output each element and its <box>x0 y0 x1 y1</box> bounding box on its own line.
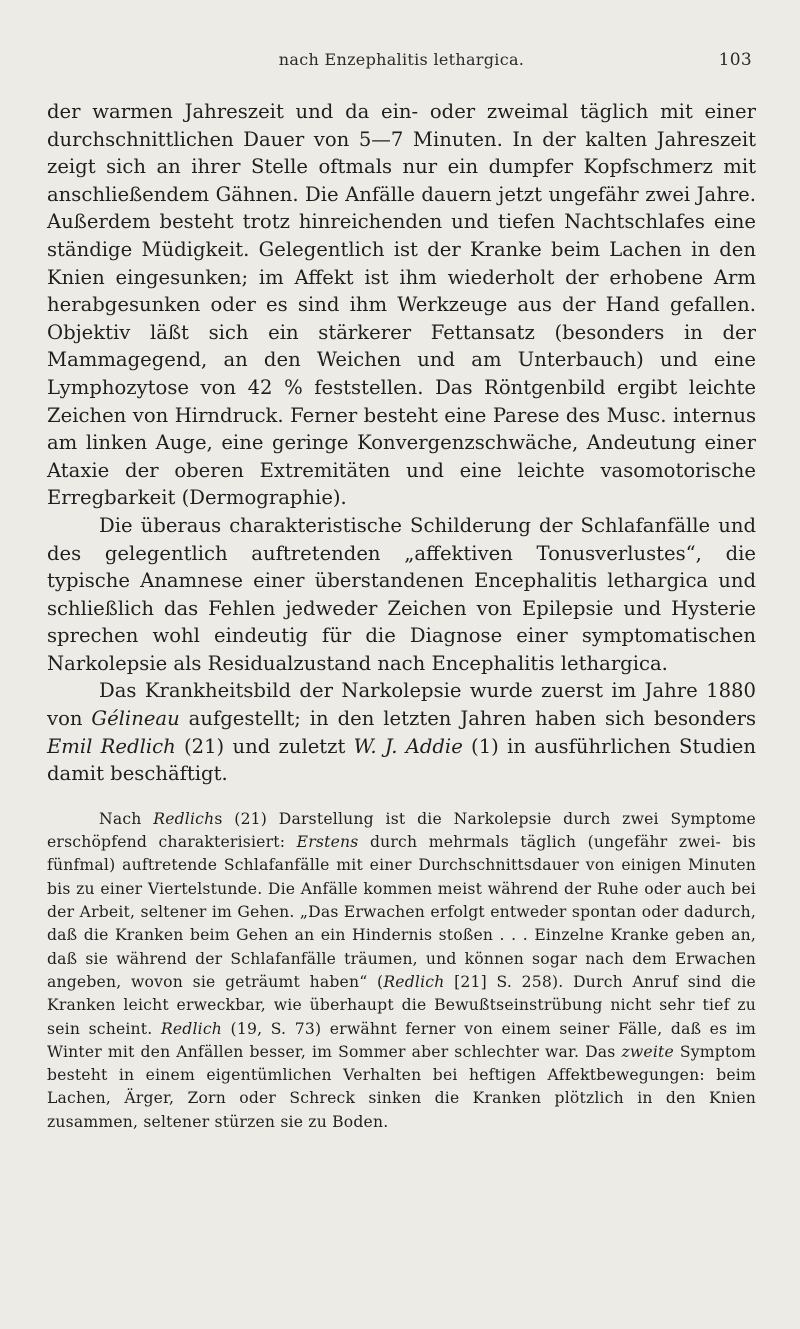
small-text-4: [21] S. 258). Durch Anruf sind die Kranken leicht erweckbar, wie überhaupt die Bewußtseinstrübung nicht sehr tief zu sein scheint. <box>47 972 756 1038</box>
author-redlich-3: Redlich <box>160 1019 223 1038</box>
paragraph-3 <box>47 677 756 787</box>
paragraph-3-text-3: (21) und zuletzt <box>175 734 354 758</box>
main-text <box>47 98 756 788</box>
running-head <box>47 50 756 80</box>
emphasis-zweite: zweite <box>621 1042 674 1061</box>
paragraph-3-text-4: (1) in ausführlichen Studien damit beschäftigt. <box>47 734 756 786</box>
paragraph-3-text-1: Das Krankheitsbild der Narkolepsie wurde zuerst im Jahre 1880 von <box>47 679 756 731</box>
small-text-5: (19, S. 73) erwähnt ferner von einem seiner Fälle, daß es im Winter mit den Anfällen besser, im Sommer aber schlechter war. Das <box>47 1019 756 1061</box>
small-text-1: Nach <box>99 809 154 828</box>
author-redlich-1: Redlich <box>153 809 215 828</box>
paragraph-1: der warmen Jahreszeit und da ein- oder zweimal täglich mit einer durchschnittlichen Dauer von 5—7 Minuten. In der kalten Jahreszeit zeigt sich an ihrer Stelle oftmals nur ein dumpfer Kopfschmerz mit anschließendem Gähnen. Die Anfälle dauern jetzt ungefähr zwei Jahre. Außerdem besteht trotz hinreichenden und tiefen Nachtschlafes eine ständige Müdigkeit. Gelegentlich ist der Kranke beim Lachen in den Knien eingesunken; im Affekt ist ihm wiederholt der erhobene Arm herabgesunken oder es sind ihm Werkzeuge aus der Hand gefallen. Objektiv läßt sich ein stärkerer Fettansatz (besonders in der Mammagegend, an den Weichen und am Unterbauch) und eine Lymphozytose von 42 % feststellen. Das Röntgenbild ergibt leichte Zeichen von Hirndruck. Ferner besteht eine Parese des Musc. internus am linken Auge, eine geringe Konvergenzschwäche, Andeutung einer Ataxie der oberen Extremitäten und eine leichte vasomotorische Erregbarkeit (Dermographie). <box>47 100 756 510</box>
author-gelineau: Gélineau <box>91 707 180 731</box>
author-emil-redlich: Emil Redlich <box>47 734 176 758</box>
emphasis-erstens: Erstens <box>296 833 359 852</box>
small-print-paragraph <box>47 808 756 1134</box>
small-text-2: s (21) Darstellung ist die Narkolepsie durch zwei Symptome erschöpfend charakterisiert: <box>47 809 756 852</box>
paragraph-2: Die überaus charakteristische Schilderung der Schlafanfälle und des gelegentlich auftretenden „affektiven Tonusverlustes“, die typische Anamnese einer überstandenen Encephalitis lethargica und schließlich das Fehlen jedweder Zeichen von Epilepsie und Hysterie sprechen wohl eindeutig für die Diagnose einer symptomatischen Narkolepsie als Residualzustand nach Encephalitis lethargica. <box>47 513 756 675</box>
small-print-section <box>47 808 756 1134</box>
small-text-3: durch mehrmals täglich (ungefähr zwei- bis fünfmal) auftretende Schlafanfälle mit einer Durchschnittsdauer von einigen Minuten bis zu einer Viertelstunde. Die Anfälle kommen meist während der Ruhe oder auch bei der Arbeit, seltener im Gehen. „Das Erwachen erfolgt entweder spontan oder dadurch, daß die Kranken beim Gehen an ein Hindernis stoßen . . . Einzelne Kranke geben an, daß sie während der Schlafanfälle träumen, und können sogar nach dem Erwachen angeben, wovon sie geträumt haben“ ( <box>47 833 756 991</box>
paragraph-3-text-2: aufgestellt; in den letzten Jahren haben sich besonders <box>179 707 756 731</box>
running-title: nach Enzephalitis lethargica. <box>278 50 525 69</box>
small-text-6: Symptom besteht in einem eigentümlichen Verhalten bei heftigen Affektbewegungen: beim Lachen, Ärger, Zorn oder Schreck sinken die Kranken plötzlich in den Knien zusammen, seltener stürzen sie zu Boden. <box>47 1042 756 1131</box>
page-number: 103 <box>718 50 752 70</box>
author-addie: W. J. Addie <box>353 734 463 758</box>
author-redlich-2: Redlich <box>383 972 445 991</box>
